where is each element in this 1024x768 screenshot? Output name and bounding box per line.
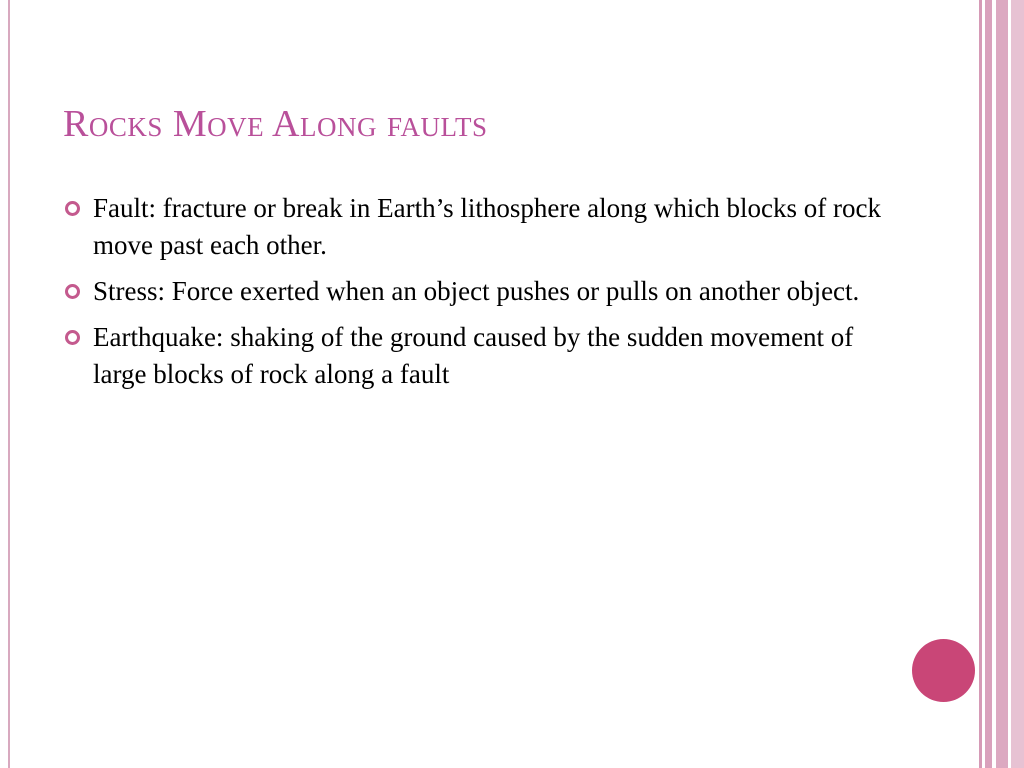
circle-bullet-icon [65,330,80,345]
bullet-item [63,190,883,264]
slide-title: Rocks Move Along faults [63,103,488,145]
bullet-item [63,319,883,393]
bullet-text: Fault: fracture or break in Earth’s lithosphere along which blocks of rock move past each other. [93,193,882,260]
circle-dot-icon [912,639,975,702]
bullet-item [63,273,883,310]
circle-bullet-icon [65,201,80,216]
right-border-stripe [979,0,982,768]
right-border-stripe [1011,0,1024,768]
bullet-text: Stress: Force exerted when an object pushes or pulls on another object. [93,276,860,306]
right-border-stripe [985,0,992,768]
bullet-text: Earthquake: shaking of the ground caused by the sudden movement of large blocks of rock along a fault [93,322,854,389]
right-border-stripe [996,0,1008,768]
left-border-line [8,0,10,768]
circle-bullet-icon [65,284,80,299]
bullet-list [63,190,883,402]
